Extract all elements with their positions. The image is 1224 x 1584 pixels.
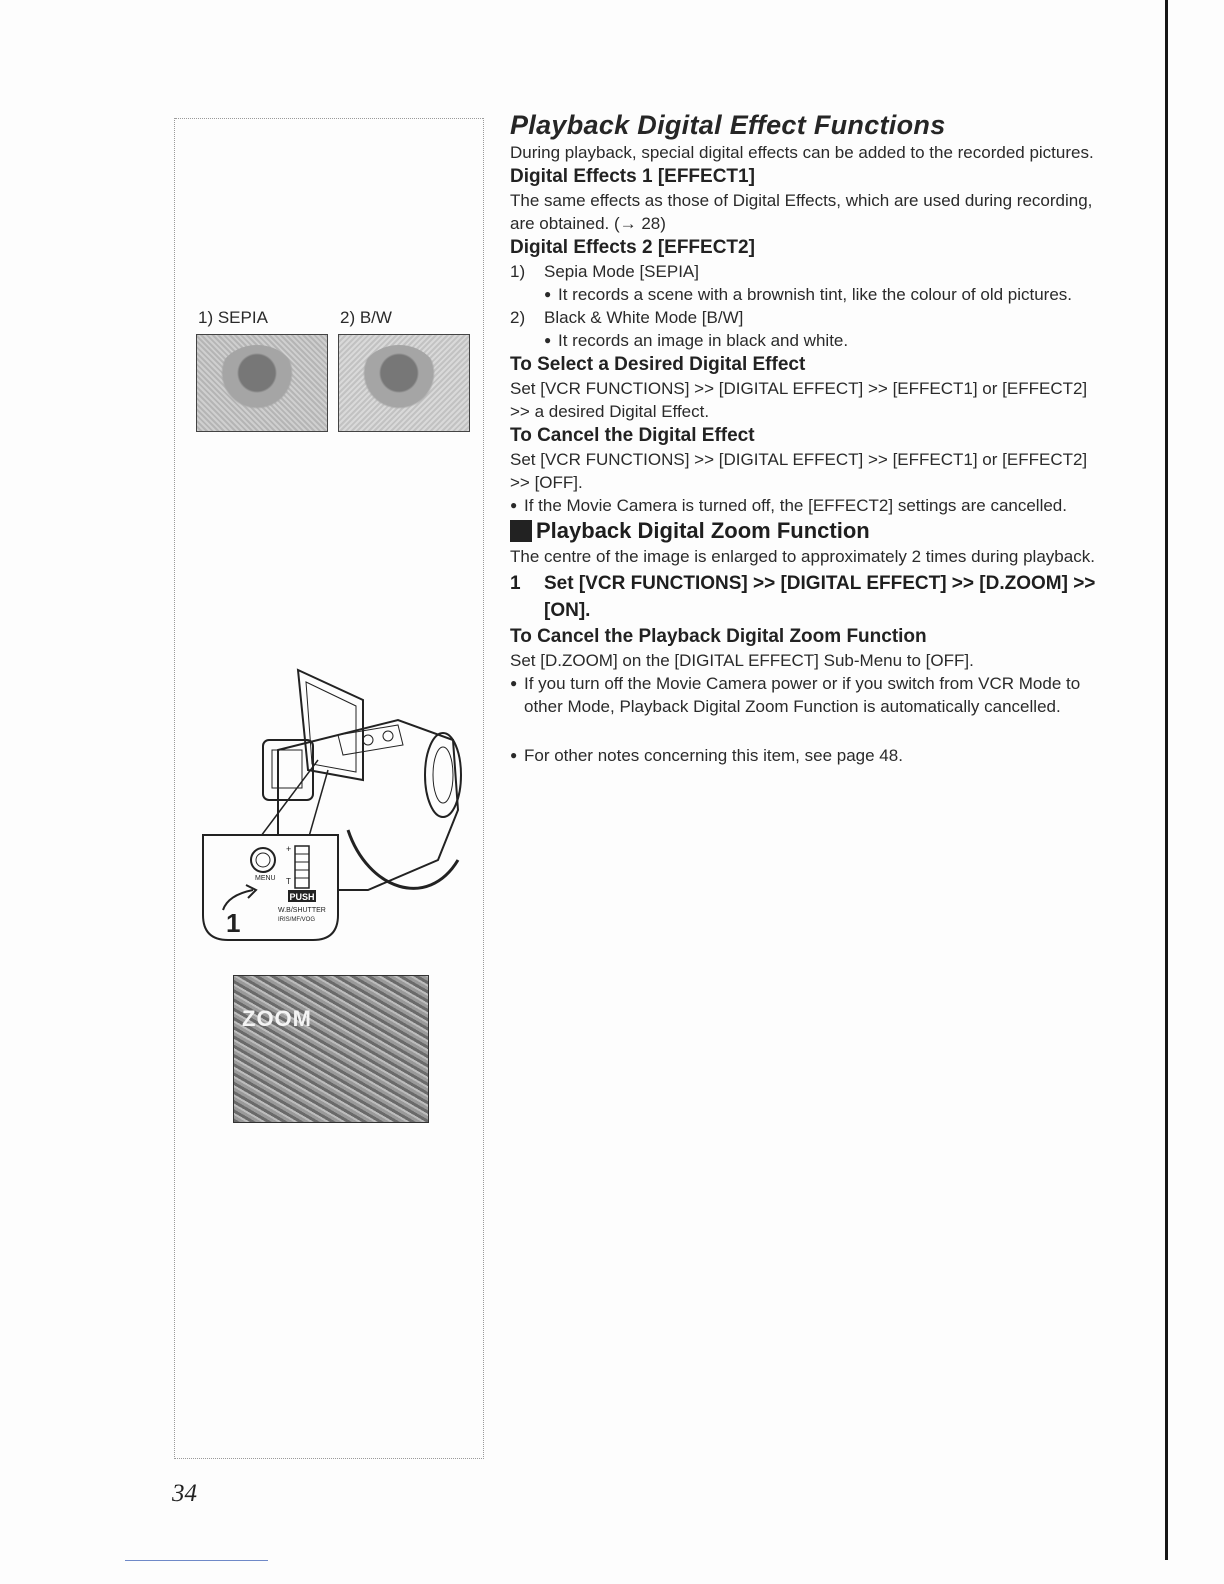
- zoom-intro: The centre of the image is enlarged to approximately 2 times during playback.: [510, 547, 1095, 566]
- list-number: 1): [510, 262, 526, 281]
- list-item-note: [510, 329, 1105, 352]
- effects1-heading: Digital Effects 1 [EFFECT1]: [510, 166, 755, 187]
- note-text: It records a scene with a brownish tint, like the colour of old pictures.: [558, 285, 1073, 304]
- effects2-heading: Digital Effects 2 [EFFECT2]: [510, 237, 755, 258]
- camera-lcd-screen: [298, 670, 363, 780]
- zoom-title-text: Playback Digital Zoom Function: [536, 518, 870, 543]
- zoom-cancel-body: Set [D.ZOOM] on the [DIGITAL EFFECT] Sub-Menu to [OFF].: [510, 651, 974, 670]
- bullet-icon: ●: [510, 498, 518, 512]
- zoom-overlay-text: ZOOM: [242, 1006, 312, 1031]
- step-number-label: 1: [226, 908, 241, 938]
- iris-label: IRIS/MF/VOG: [278, 917, 316, 923]
- main-content: [510, 110, 1105, 767]
- list-item: [510, 306, 1105, 329]
- cancel-heading: To Cancel the Digital Effect: [510, 425, 755, 446]
- sepia-photo-subject: [217, 345, 297, 415]
- list-label: Sepia Mode [SEPIA]: [544, 262, 699, 281]
- bw-sample-photo: [338, 334, 470, 432]
- bullet-icon: ●: [510, 748, 518, 762]
- panel-top-border: [175, 118, 483, 119]
- zoom-cancel-heading: To Cancel the Playback Digital Zoom Function: [510, 626, 927, 647]
- bw-figure-label: 2) B/W: [340, 308, 392, 327]
- select-body: Set [VCR FUNCTIONS] >> [DIGITAL EFFECT] >> [EFFECT1] or [EFFECT2] >> a desired Digital Effect.: [510, 379, 1088, 421]
- list-label: Black & White Mode [B/W]: [544, 308, 744, 327]
- note-text: If you turn off the Movie Camera power or if you switch from VCR Mode to other Mode, Playback Digital Zoom Function is automatically cancelled.: [524, 674, 1081, 716]
- sepia-sample-photo: [196, 334, 328, 432]
- bullet-icon: ●: [544, 287, 552, 301]
- plus-label: +: [286, 844, 292, 854]
- note-text: It records an image in black and white.: [558, 331, 849, 350]
- bullet-icon: ●: [544, 333, 552, 347]
- camera-hand-strap: [348, 830, 458, 888]
- tele-label: T: [286, 877, 291, 886]
- list-item: [510, 260, 1105, 283]
- select-heading: To Select a Desired Digital Effect: [510, 354, 806, 375]
- effects1-body: The same effects as those of Digital Effects, which are used during recording, are obtained. (→ 28): [510, 191, 1093, 233]
- list-number: 2): [510, 308, 526, 327]
- push-label: PUSH: [289, 892, 315, 902]
- cancel-body: Set [VCR FUNCTIONS] >> [DIGITAL EFFECT] >> [EFFECT1] or [EFFECT2] >> [OFF].: [510, 450, 1088, 492]
- cancel-note: [510, 494, 1105, 517]
- effects-intro: During playback, special digital effects can be added to the recorded pictures.: [510, 143, 1094, 162]
- bw-photo-subject: [359, 345, 439, 415]
- list-item-note: [510, 283, 1105, 306]
- note-text: For other notes concerning this item, see page 48.: [524, 746, 903, 765]
- bottom-rule: [125, 1560, 268, 1561]
- note-text: If the Movie Camera is turned off, the [EFFECT2] settings are cancelled.: [524, 496, 1067, 515]
- wb-shutter-label: W.B/SHUTTER: [278, 907, 326, 914]
- zoom-sample-photo: [233, 975, 429, 1123]
- section-marker-icon: [510, 520, 532, 542]
- bullet-icon: ●: [510, 676, 518, 690]
- section-title-zoom: [510, 517, 1105, 545]
- zoom-step: [510, 570, 1105, 624]
- section-title-effects: Playback Digital Effect Functions: [510, 110, 946, 140]
- sepia-figure-label: 1) SEPIA: [198, 308, 268, 327]
- step-text: Set [VCR FUNCTIONS] >> [DIGITAL EFFECT] >> [D.ZOOM] >> [ON].: [544, 573, 1096, 621]
- menu-label: MENU: [255, 875, 276, 882]
- step-number: 1: [510, 573, 521, 594]
- page-edge-line: [1165, 0, 1168, 1560]
- other-notes: [510, 744, 1105, 767]
- zoom-cancel-note: [510, 672, 1105, 718]
- page-number: 34: [172, 1480, 197, 1507]
- camera-illustration: [198, 660, 468, 950]
